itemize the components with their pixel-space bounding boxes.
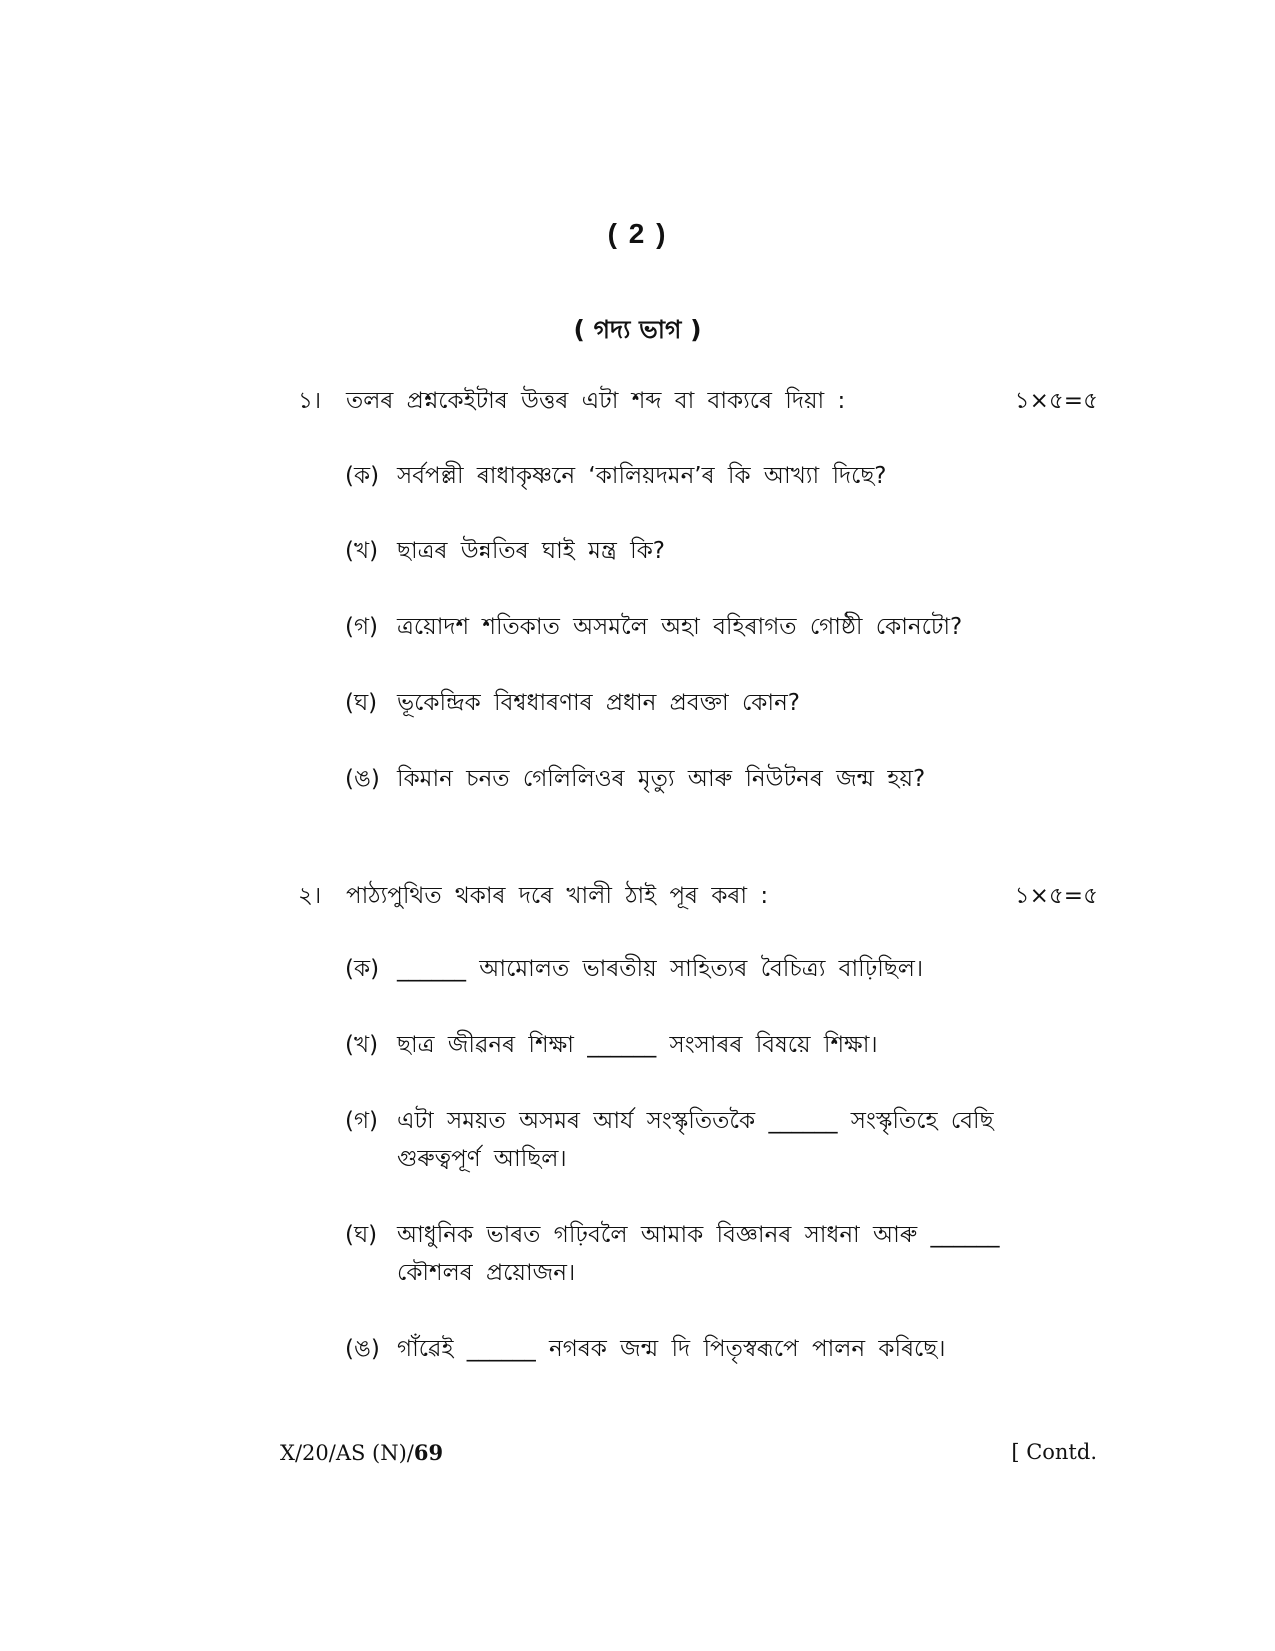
item-label: (ক) xyxy=(345,956,380,982)
item-text: গাঁৱেই ______ নগৰক জন্ম দি পিতৃস্বৰূপে পালন কৰিছে। xyxy=(397,1336,946,1362)
item-label: (ক) xyxy=(345,463,380,489)
item-text: এটা সময়ত অসমৰ আৰ্য সংস্কৃতিতকৈ ______ সংস্কৃতিহে বেছি গুৰুত্বপূৰ্ণ আছিল। xyxy=(397,1108,994,1172)
item-text: ______ আমোলত ভাৰতীয় সাহিত্যৰ বৈচিত্ৰ্য বাঢ়িছিল। xyxy=(397,956,924,982)
item-label: (গ) xyxy=(345,614,379,640)
paper-code-number: 69 xyxy=(413,1440,444,1465)
question-2-number: ২। xyxy=(298,883,322,909)
item-text: ত্ৰয়োদশ শতিকাত অসমলৈ অহা বহিৰাগত গোষ্ঠী কোনটো? xyxy=(397,614,963,640)
question-2-instruction: পাঠ্যপুথিত থকাৰ দৰে খালী ঠাই পূৰ কৰা : xyxy=(346,883,769,909)
item-text: কিমান চনত গেলিলিওৰ মৃত্যু আৰু নিউটনৰ জন্ম হয়? xyxy=(397,766,926,792)
item-label: (গ) xyxy=(345,1108,379,1134)
question-1-marks: ১×৫=৫ xyxy=(1014,388,1098,414)
item-label: (ঘ) xyxy=(345,690,378,716)
item-text: ভূকেন্দ্ৰিক বিশ্বধাৰণাৰ প্ৰধান প্ৰবক্তা কোন? xyxy=(397,690,801,716)
item-text: ছাত্ৰৰ উন্নতিৰ ঘাই মন্ত্ৰ কি? xyxy=(397,538,665,564)
paper-code-prefix: X/20/AS (N)/ xyxy=(280,1441,414,1465)
item-text: আধুনিক ভাৰত গঢ়িবলৈ আমাক বিজ্ঞানৰ সাধনা আৰু ______ কৌশলৰ প্ৰয়োজন। xyxy=(397,1222,1000,1286)
item-label: (ঘ) xyxy=(345,1222,378,1248)
page-number: ( 2 ) xyxy=(607,218,668,249)
continued-note: [ Contd. xyxy=(1011,1440,1097,1464)
question-2-marks: ১×৫=৫ xyxy=(1014,883,1098,909)
paper-code xyxy=(280,1440,443,1465)
section-title: ( গদ্য ভাগ ) xyxy=(573,315,702,344)
item-label: (খ) xyxy=(345,1032,379,1058)
item-label: (ঙ) xyxy=(345,1336,380,1362)
item-text: সৰ্বপল্লী ৰাধাকৃষ্ণনে ‘কালিয়দমন’ৰ কি আখ্যা দিছে? xyxy=(397,463,887,489)
item-label: (ঙ) xyxy=(345,766,380,792)
item-label: (খ) xyxy=(345,538,379,564)
question-1-number: ১। xyxy=(298,388,322,414)
item-text: ছাত্ৰ জীৱনৰ শিক্ষা ______ সংসাৰৰ বিষয়ে শিক্ষা। xyxy=(397,1032,878,1058)
question-1-instruction: তলৰ প্ৰশ্নকেইটাৰ উত্তৰ এটা শব্দ বা বাক্যৰে দিয়া : xyxy=(346,388,846,414)
